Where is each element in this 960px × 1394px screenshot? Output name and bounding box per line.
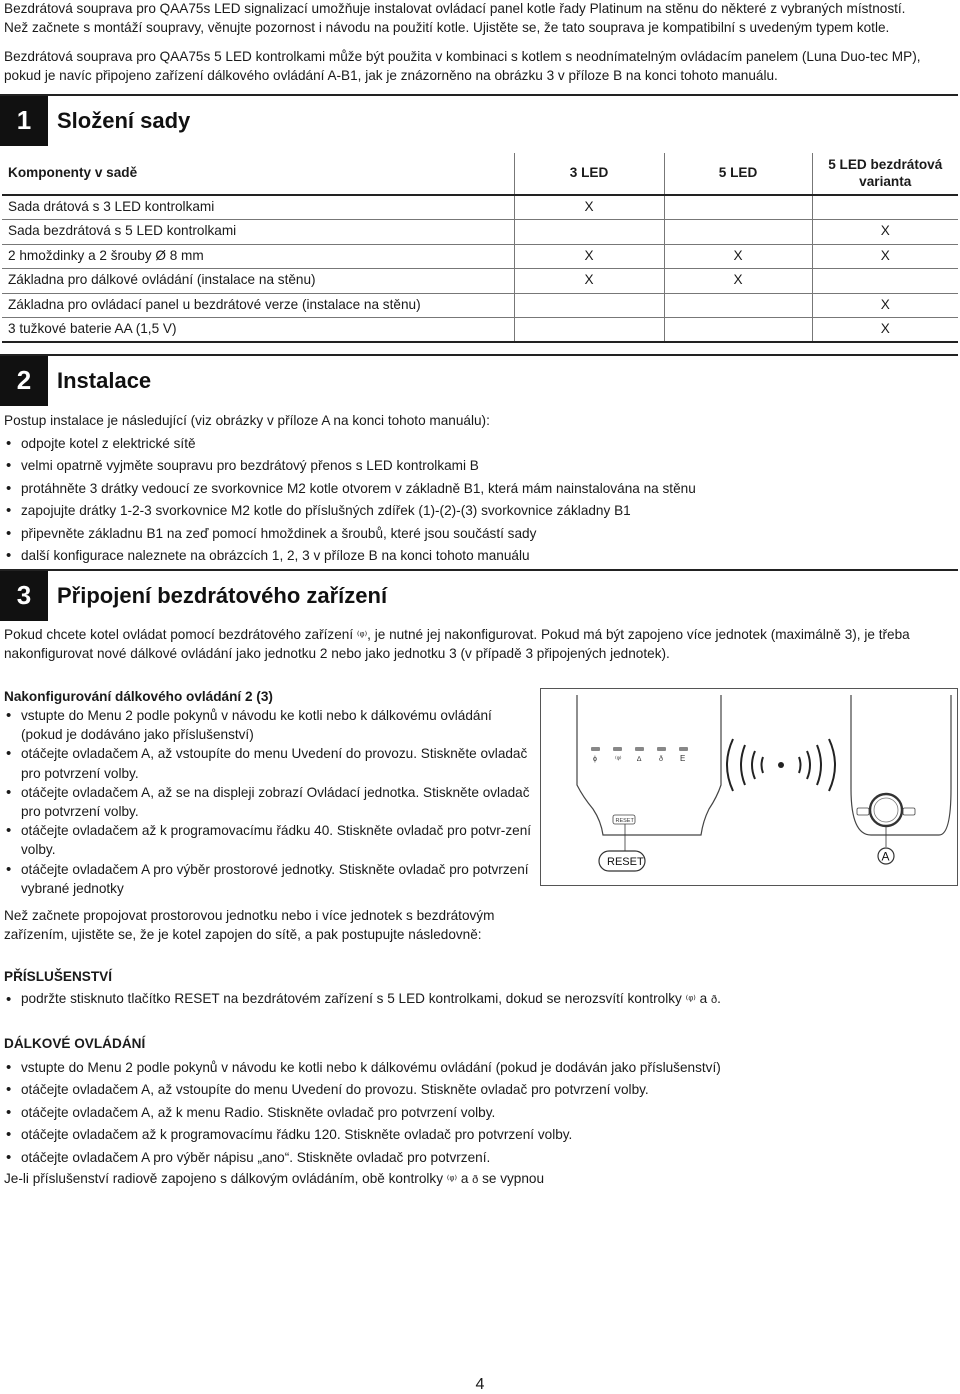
list-item: • otáčejte ovladačem A, až vstoupíte do menu Uvedení do provozu. Stiskněte ovladač pro potvrzení volby. — [4, 1079, 956, 1101]
table-cell — [514, 318, 664, 343]
intro-line-1: Bezdrátová souprava pro QAA75s LED signalizací umožňuje instalovat ovládací panel kotle řady Platinum na stěnu do některé z vybraných místností. — [4, 1, 906, 16]
table-cell: Základna pro dálkové ovládání (instalace na stěnu) — [2, 269, 514, 294]
table-cell — [514, 220, 664, 245]
list-item: • protáhněte 3 drátky vedoucí ze svorkovnice M2 kotle otvorem v základně B1, která mám nainstalována na stěnu — [4, 478, 956, 500]
section-title: Instalace — [57, 368, 152, 393]
list-item: • otáčejte ovladačem A, až k menu Radio. Stiskněte ovladač pro potvrzení volby. — [4, 1102, 956, 1124]
table-cell — [664, 220, 812, 245]
table-cell: X — [664, 269, 812, 294]
install-steps — [4, 433, 956, 567]
list-item: • připevněte základnu B1 na zeď pomocí hmoždinek a šroubů, které jsou součástí sady — [4, 523, 956, 545]
final-text: Je-li příslušenství radiově zapojeno s dálkovým ovládáním, obě kontrolky — [4, 1171, 443, 1186]
section-number: 3 — [0, 571, 48, 621]
section-title: Připojení bezdrátového zařízení — [57, 583, 388, 608]
device-illustration — [541, 689, 957, 885]
list-item: • otáčejte ovladačem A pro výběr nápisu „ano“. Stiskněte ovladač pro potvrzení. — [4, 1147, 956, 1169]
table-cell: X — [514, 195, 664, 220]
led-icon: ð — [659, 756, 663, 763]
table-cell: Základna pro ovládací panel u bezdrátové verze (instalace na stěnu) — [2, 293, 514, 318]
table-header-row — [2, 153, 958, 195]
accessory-heading: PŘÍSLUŠENSTVÍ — [4, 969, 113, 984]
section-1-header — [0, 94, 958, 146]
table-cell: 3 tužkové baterie AA (1,5 V) — [2, 318, 514, 343]
table-cell — [812, 269, 958, 294]
list-item: • zapojujte drátky 1-2-3 svorkovnice M2 kotle do příslušných zdířek (1)-(2)-(3) svorkovnice základny B1 — [4, 500, 956, 522]
table-header: 5 LED — [664, 153, 812, 195]
accessory-text: podržte stisknuto tlačítko RESET na bezdrátovém zařízení s 5 LED kontrolkami, dokud se nerozsvítí kontrolky — [21, 991, 682, 1006]
table-row — [2, 244, 958, 269]
kit-table — [2, 153, 958, 343]
section-2-header — [0, 354, 958, 406]
section-number: 1 — [0, 96, 48, 146]
before-connect-text: Než začnete propojovat prostorovou jednotku nebo i více jednotek s bezdrátovým zařízením, ujistěte se, že je kotel zapojen do sítě, a pak postupujte následovně: — [4, 908, 495, 942]
accessory-steps — [4, 990, 956, 1009]
table-cell — [664, 293, 812, 318]
final-note — [4, 1170, 956, 1189]
list-item: • další konfigurace naleznete na obrázcích 1, 2, 3 v příloze B na konci tohoto manuálu — [4, 545, 956, 567]
table-cell: Sada drátová s 3 LED kontrolkami — [2, 195, 514, 220]
remote-heading: DÁLKOVÉ OVLÁDÁNÍ — [4, 1036, 146, 1051]
receiver-outline — [577, 695, 721, 835]
led-e-label: E — [680, 754, 686, 763]
table-cell: X — [664, 244, 812, 269]
table-header: 5 LED bezdrátová varianta — [812, 153, 958, 195]
table-cell — [514, 293, 664, 318]
table-cell: Sada bezdrátová s 5 LED kontrolkami — [2, 220, 514, 245]
section-3-intro — [4, 626, 956, 664]
table-row — [2, 293, 958, 318]
led-icon: ∆ — [637, 756, 642, 763]
accessory-text: a — [699, 991, 708, 1006]
install-intro: Postup instalace je následující (viz obrázky v příloze A na konci tohoto manuálu): — [4, 413, 490, 428]
intro-line-2: Než začnete s montáží soupravy, věnujte pozornost i návodu na použití kotle. Ujistěte se, že tato souprava je kompatibilní s uvedeným typem kotle. — [4, 19, 890, 35]
table-cell: 2 hmoždinky a 2 šrouby Ø 8 mm — [2, 244, 514, 269]
intro-lines — [4, 0, 956, 38]
flame-icon: ð — [472, 1174, 479, 1186]
device-figure — [540, 688, 958, 886]
list-item: • podržte stisknuto tlačítko RESET na bezdrátovém zařízení s 5 LED kontrolkami, dokud se nerozsvítí kontrolky ⁽ᵠ⁾ a ð. — [4, 990, 956, 1009]
flame-icon: ð — [711, 994, 718, 1006]
section-number: 2 — [0, 356, 48, 406]
final-text: a — [460, 1171, 469, 1186]
table-cell: X — [514, 269, 664, 294]
list-item: • vstupte do Menu 2 podle pokynů v návodu ke kotli nebo k dálkovému ovládání (pokud je dodáván jako příslušenství) — [4, 1057, 956, 1079]
radio-signal-icon: ⁽ᵠ⁾ — [446, 1174, 458, 1186]
table-cell: X — [812, 318, 958, 343]
table-cell: X — [812, 244, 958, 269]
table-cell — [664, 195, 812, 220]
reset-small-label: RESET — [615, 818, 634, 824]
list-item: • otáčejte ovladačem A, až vstoupíte do menu Uvedení do provozu. Stiskněte ovladač pro potvrzení volby. — [4, 744, 536, 782]
remote-steps — [4, 1057, 956, 1169]
table-cell: X — [812, 220, 958, 245]
list-item: • otáčejte ovladačem až k programovacímu řádku 120. Stiskněte ovladač pro potvrzení volby. — [4, 1124, 956, 1146]
config-heading: Nakonfigurování dálkového ovládání 2 (3) — [4, 689, 273, 704]
list-item: • odpojte kotel z elektrické sítě — [4, 433, 956, 455]
table-cell: X — [514, 244, 664, 269]
table-header: 3 LED — [514, 153, 664, 195]
intro-text: Pokud chcete kotel ovládat pomocí bezdrátového zařízení — [4, 627, 354, 642]
table-row — [2, 318, 958, 343]
section-3-header — [0, 569, 958, 621]
radio-signal-icon: ⁽ᵠ⁾ — [356, 630, 368, 642]
table-header: Komponenty v sadě — [2, 153, 514, 195]
list-item: • otáčejte ovladačem až k programovacímu řádku 40. Stiskněte ovladač pro potvr-zení volby. — [4, 821, 536, 859]
list-item: • velmi opatrně vyjměte soupravu pro bezdrátový přenos s LED kontrolkami B — [4, 455, 956, 477]
section-title: Složení sady — [57, 108, 191, 133]
list-item: • vstupte do Menu 2 podle pokynů v návodu ke kotli nebo k dálkovému ovládání (pokud je dodáváno jako příslušenství) — [4, 706, 536, 744]
led-icon: ϕ — [593, 756, 597, 763]
table-row — [2, 269, 958, 294]
radio-signal-icon: ⁽ᵠ⁾ — [685, 994, 696, 1006]
table-cell — [812, 195, 958, 220]
config-steps — [4, 706, 536, 898]
list-item: • otáčejte ovladačem A, až se na displeji zobrazí Ovládací jednotka. Stiskněte ovladač pro potvrzení volby. — [4, 783, 536, 821]
intro-paragraph: Bezdrátová souprava pro QAA75s 5 LED kontrolkami může být použita v kombinaci s kotlem s neodnímatelným ovládacím panelem (Luna Duo-tec MP), pokud je navíc připojeno zařízení dálkového ovládání A-B1, jak je znázorněno na obrázku 3 v příloze B na konci tohoto manuálu. — [4, 49, 921, 83]
reset-callout-label: RESET — [607, 856, 644, 868]
a-callout-label: A — [881, 849, 890, 864]
table-row — [2, 220, 958, 245]
control-knob — [870, 794, 902, 826]
page-number: 4 — [475, 1376, 485, 1393]
table-cell — [664, 318, 812, 343]
table-row — [2, 195, 958, 220]
table-cell: X — [812, 293, 958, 318]
intro-text: , je nutné jej nakonfigurovat. Pokud má být zapojeno více jednotek (maximálně 3), je třeba nakonfigurovat nové dálkové ovládání jako jednotku 2 nebo jako jednotku 3 (v případě 3 připojených jednotek). — [4, 627, 910, 661]
list-item: • otáčejte ovladačem A pro výběr prostorové jednotky. Stiskněte ovladač pro potvrzení vybrané jednotky — [4, 860, 536, 898]
led-icon: ⁽ᵠ⁾ — [615, 756, 622, 763]
final-text: se vypnou — [482, 1171, 545, 1186]
